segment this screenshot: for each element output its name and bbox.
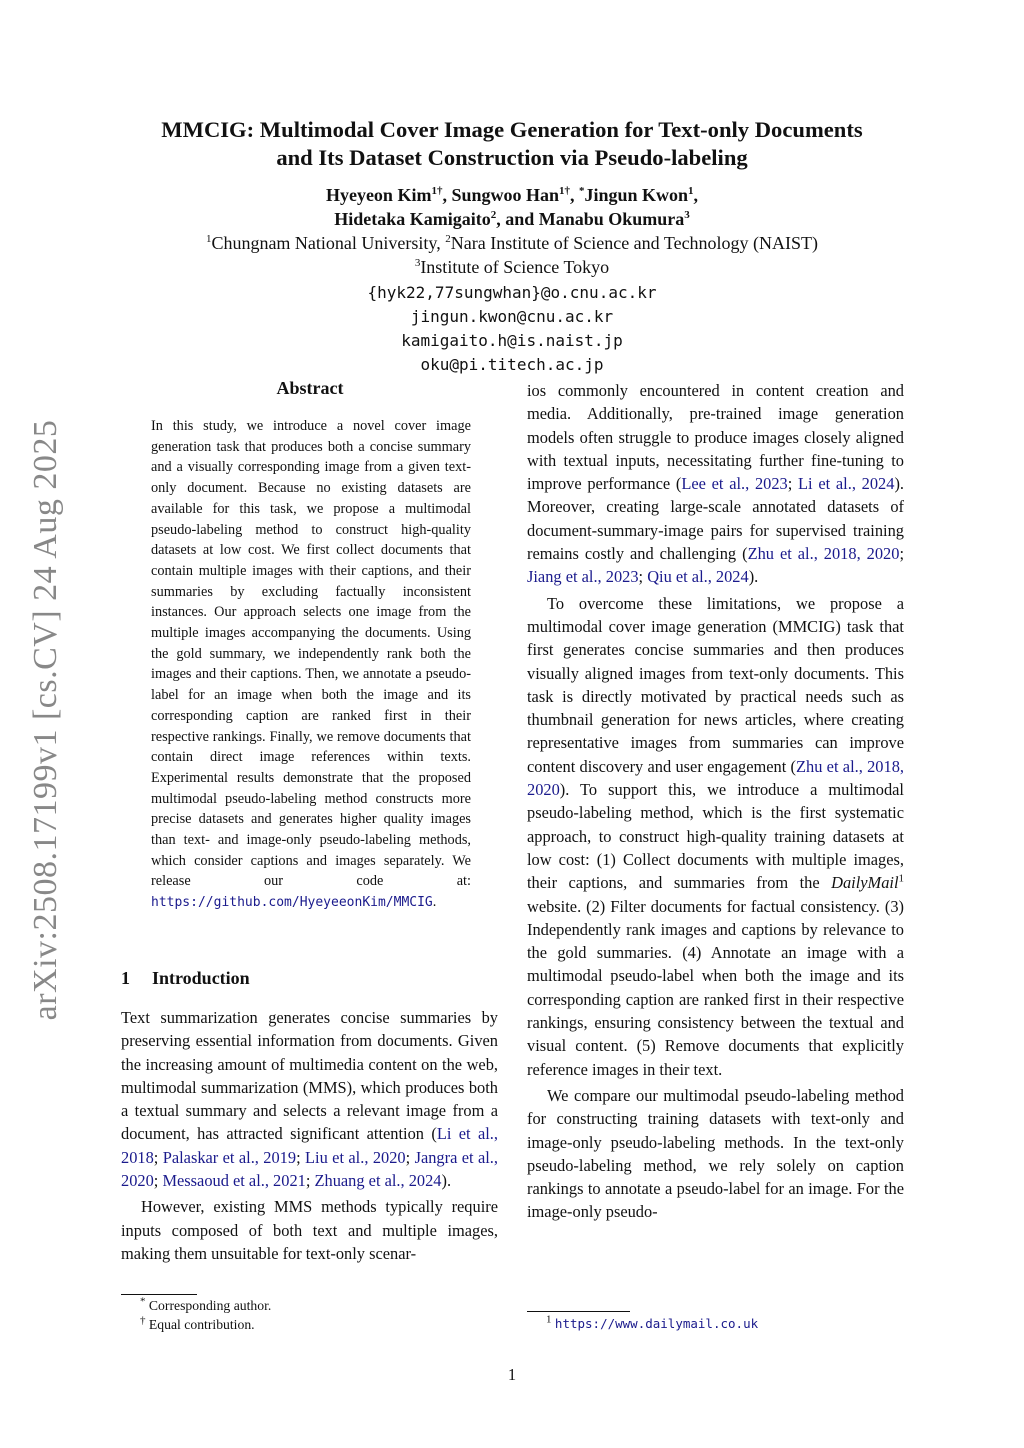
paragraph: ios commonly encountered in content creation and media. Additionally, pre-trained image generation models often struggle to produce images closely aligned with textual inputs, necessitating further fine-tuning to improve performance (Lee et al., 2023; Li et al., 2024). Moreover, creating large-scale annotated datasets of document-summary-image pairs for supervised training remains costly and challenging (Zhu et al., 2018, 2020; Jiang et al., 2023; Qiu et al., 2024). (527, 381, 905, 587)
footnote-right: $^1$ https://www.dailymail.co.uk (546, 1313, 759, 1331)
citation-link[interactable]: Jiang et al., 2023 (527, 567, 639, 587)
page-number: 1 (507, 1365, 517, 1384)
email-line: oku@pi.titech.ac.jp (420, 355, 604, 374)
citation-link[interactable]: Lee et al., 2023 (681, 474, 788, 494)
paragraph: Text summarization generates concise summaries by preserving essential information from documents. Given the increasing amount of multimedia content on the web, multimodal summarization (MMS), which produces both a textual summary and selects a relevant image from a document, has attracted significant attention (Li et al., 2018; Palaskar et al., 2019; Liu et al., 2020; Jangra et al., 2020; Messaoud et al., 2021; Zhuang et al., 2024). (121, 1008, 498, 1191)
right-column-body (527, 379, 904, 1224)
code-link[interactable]: https://github.com/HyeyeeonKim/MMCIG (151, 895, 433, 911)
arxiv-stamp: arXiv:2508.17199v1 [cs.CV] 24 Aug 2025 (27, 419, 64, 1021)
citation-link[interactable]: Qiu et al., 2024 (647, 567, 749, 587)
citation-link[interactable]: Zhu et al., 2018, 2020 (527, 756, 904, 800)
citation-link[interactable]: Li et al., 2024 (798, 474, 895, 494)
email-line: kamigaito.h@is.naist.jp (401, 331, 623, 350)
author-list: Hyeyeon Kim$^{1\dagger}$, Sungwoo Han$^{1\dagger}$, *Jingun Kwon$^1$, Hidetaka Kamigaito$^2$, and Manabu Okumura$^3$ (325, 185, 699, 229)
email-line: jingun.kwon@cnu.ac.kr (410, 307, 614, 326)
paper-title: MMCIG: Multimodal Cover Image Generation for Text-only Documents and Its Dataset Construction via Pseudo-labeling (161, 117, 863, 170)
abstract-heading: Abstract (276, 378, 344, 398)
left-column-body (121, 1006, 498, 1265)
paragraph: To overcome these limitations, we propose a multimodal cover image generation (MMCIG) task that first generates concise summaries and then produces visually aligned images from text-only documents. This task is directly motivated by practical needs such as thumbnail generation for news articles, where creating representative images from summaries can improve content discovery and user engagement (Zhu et al., 2018, 2020). To support this, we introduce a multimodal pseudo-labeling method, which is the first systematic approach, to construct high-quality training datasets at low cost: (1) Collect documents with multiple images, their captions, and summaries from the DailyMail$^1$ website. (2) Filter documents for factual consistency. (3) Independently rank images and captions by relevance to the gold summaries. (4) Annotate an image with a multimodal pseudo-label when both the image and its corresponding caption are ranked first in their respective rankings, ensuring consistency between the textual and visual content. (5) Remove documents that explicitly reference images in their text. (527, 593, 904, 1079)
citation-link[interactable]: Zhuang et al., 2024 (314, 1171, 442, 1191)
citation-link[interactable]: Palaskar et al., 2019 (162, 1147, 297, 1167)
citation-link[interactable]: Li et al., 2018 (121, 1124, 498, 1167)
paragraph: However, existing MMS methods typically require inputs composed of both text and multiple images, making them unsuitable for text-only scenar- (121, 1197, 498, 1263)
citation-link[interactable]: Liu et al., 2020 (305, 1147, 406, 1167)
section-heading-introduction: 1 Introduction (121, 968, 250, 988)
paragraph: We compare our multimodal pseudo-labeling method for constructing training datasets with text-only and image-only pseudo-labeling methods. In the text-only pseudo-labeling method, we rely solely on caption rankings to annotate a pseudo-label for an image. For the image-only pseudo- (527, 1085, 904, 1222)
citation-link[interactable]: Zhu et al., 2018, 2020 (747, 544, 900, 564)
dailymail-link[interactable]: https://www.dailymail.co.uk (554, 1316, 759, 1331)
abstract-body: In this study, we introduce a novel cover image generation task that produces both a concise summary and a visually corresponding image from a given text-only document. Because no existing datasets are available for this task, we propose a multimodal pseudo-labeling method to construct high-quality datasets at low cost. We first collect documents that contain multiple images with their captions, and their summaries by excluding factually inconsistent instances. Our approach selects one image from the multiple images accompanying the documents. Using the gold summary, we independently rank both the images and their captions. Then, we annotate a pseudo-label for an image when both the image and its corresponding caption are ranked first in their respective rankings. Finally, we remove documents that contain direct image references within texts. Experimental results demonstrate that the proposed multimodal pseudo-labeling method constructs more precise datasets and generates higher quality images than text- and image-only pseudo-labeling methods, which consider captions and images separately. We release our code at: https://github.com/HyeyeeonKim/MMCIG. (151, 418, 471, 911)
citation-link[interactable]: Messaoud et al., 2021 (162, 1171, 306, 1191)
footnote-rule (527, 1311, 630, 1312)
citation-link[interactable]: Jangra et al., 2020 (121, 1147, 498, 1191)
footnote-marker: 1 (898, 872, 904, 885)
footnote-rule (121, 1294, 197, 1295)
email-line: {hyk22,77sungwhan}@o.cnu.ac.kr (367, 283, 657, 302)
footnotes-left: * Corresponding author. † Equal contribution. (140, 1295, 272, 1332)
email-list (80, 281, 944, 377)
affiliations: $^1$Chungnam National University, $^2$Nara Institute of Science and Technology (NAIST) $^3$Institute of Science Tokyo (205, 233, 819, 277)
